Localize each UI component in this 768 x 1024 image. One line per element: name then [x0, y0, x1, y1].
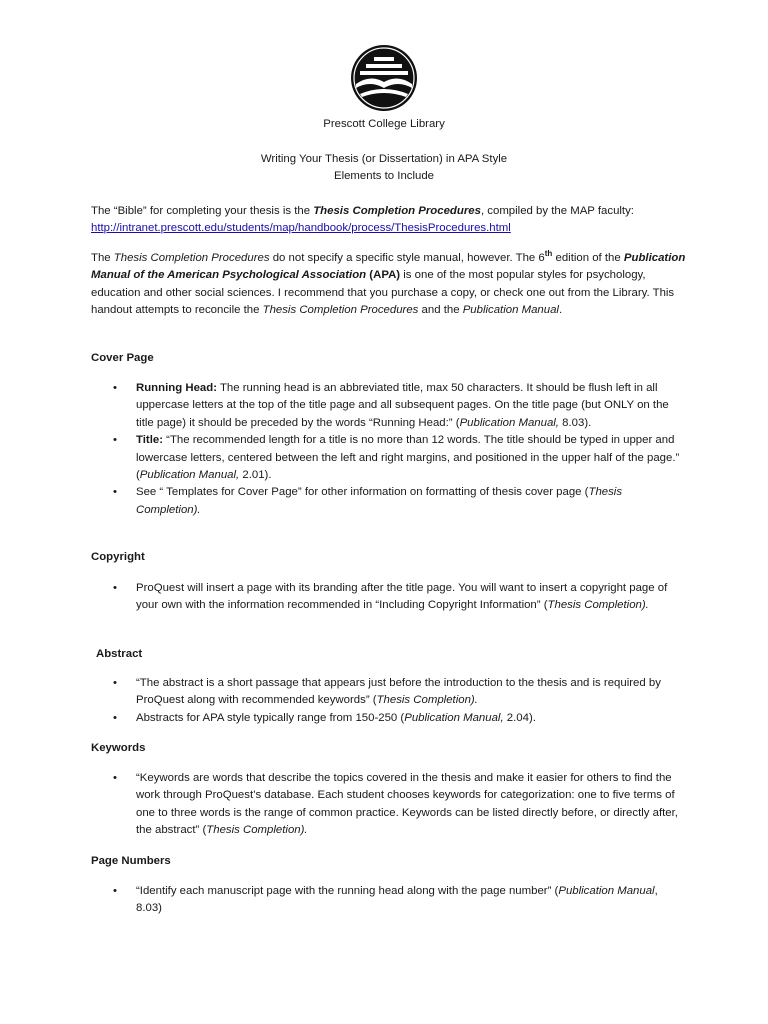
doc-subtitle: Elements to Include — [333, 170, 435, 182]
list-item — [91, 770, 681, 840]
item-end: 2.01). — [239, 469, 272, 482]
bullet: • — [113, 434, 117, 447]
item-text: “Identify each manuscript page with the running head along with the page number” ( — [136, 885, 559, 897]
intro-paragraph-2 — [91, 250, 691, 320]
list-item — [91, 883, 681, 918]
item-text: See “ Templates for Cover Page” for other information on formatting of thesis cover page ( — [136, 486, 589, 499]
library-name: Prescott College Library — [323, 118, 445, 130]
item-lead: Title: — [136, 434, 164, 447]
item-cite: Thesis Completion). — [547, 599, 649, 612]
intro1-emph: Thesis Completion Procedures — [313, 205, 481, 217]
prescott-college-logo — [350, 44, 418, 112]
list-item — [91, 580, 681, 615]
item-lead: Running Head: — [136, 382, 217, 394]
item-text: “Keywords are words that describe the topics covered in the thesis and make it easier for others to find the work through ProQuest’s database. Each student chooses keywords for categorization: one to five terms of one to three words is the range of common practice. Keywords can be listed directly before, or directly after, the abstract” ( — [136, 772, 678, 837]
intro-paragraph-1 — [91, 203, 691, 238]
section-heading-page-numbers: Page Numbers — [91, 855, 171, 867]
intro1-text2: , compiled by the MAP faculty: — [480, 205, 634, 217]
item-cite: Publication Manual, — [404, 711, 504, 724]
list-item — [91, 380, 681, 432]
item-cite: Thesis Completion). — [206, 824, 308, 837]
intro2-emph2: Thesis Completion Procedures — [262, 304, 419, 317]
bullet: • — [113, 885, 117, 897]
item-text: Abstracts for APA style typically range from 150-250 ( — [136, 711, 405, 724]
item-text: The running head is an abbreviated title, max 50 characters. It should be flush left in all uppercase letters at the top of the title page and all subsequent pages. On the title page (but ONLY on the title page) it should be preceded by the words “Running Head:” ( — [136, 382, 669, 429]
thesis-procedures-link[interactable]: http://intranet.prescott.edu/students/map/handbook/process/ThesisProcedures.html — [91, 222, 511, 235]
intro2-text: The — [91, 252, 114, 264]
item-end: 2.04). — [503, 711, 536, 724]
item-cite: Publication Manual, — [459, 416, 559, 429]
bullet: • — [113, 582, 117, 594]
apa-manual-title: Publication Manual of the American Psychological Association — [91, 252, 686, 282]
edition-sup: th — [544, 249, 553, 259]
item-cite: Thesis Completion). — [376, 694, 478, 707]
abstract-list — [91, 675, 681, 727]
item-text: “The recommended length for a title is no more than 12 words. The title should be typed in upper and lowercase letters, centered between the left and right margins, and positioned in the upper half of the page.” ( — [136, 434, 680, 482]
bullet: • — [113, 677, 117, 689]
intro2-text4: is one of the most popular styles for psychology, education and other social sciences. I recommend that you purchase a copy, or check one out from the Library. This handout attempts to reconcile the — [91, 269, 675, 317]
section-heading-abstract: Abstract — [96, 648, 143, 660]
item-cite: Thesis Completion). — [136, 486, 623, 516]
intro2-emph3: Publication Manual — [462, 304, 559, 317]
list-item — [91, 432, 681, 484]
item-cite: Publication Manual, — [139, 469, 240, 482]
intro2-text3: edition of the — [552, 252, 624, 264]
bullet: • — [113, 486, 117, 499]
intro2-text2: do not specify a specific style manual, however. The 6 — [269, 252, 545, 264]
section-heading-keywords: Keywords — [91, 742, 146, 754]
intro2-emph: Thesis Completion Procedures — [113, 252, 270, 264]
intro2-text6: . — [558, 304, 563, 317]
item-end: , 8.03) — [136, 885, 658, 915]
list-item — [91, 484, 681, 519]
intro1-text: The “Bible” for completing your thesis is the — [91, 205, 314, 217]
item-cite: Publication Manual — [558, 885, 655, 897]
keywords-list — [91, 770, 681, 840]
apa-abbrev: (APA) — [366, 269, 401, 282]
intro2-text5: and the — [418, 304, 463, 317]
list-item — [91, 710, 681, 727]
doc-title: Writing Your Thesis (or Dissertation) in APA Style — [260, 153, 508, 165]
bullet: • — [113, 382, 117, 394]
item-text: “The abstract is a short passage that appears just before the introduction to the thesis and is required by ProQuest along with recommended keywords” ( — [136, 677, 661, 707]
list-item — [91, 675, 681, 710]
item-text: ProQuest will insert a page with its branding after the title page. You will want to insert a copyright page of your own with the information recommended in “Including Copyright Information” ( — [136, 582, 668, 612]
page-numbers-list — [91, 883, 681, 918]
bullet: • — [113, 711, 117, 724]
bullet: • — [113, 772, 117, 784]
section-heading-copyright: Copyright — [91, 551, 145, 563]
item-end: 8.03). — [558, 416, 592, 429]
cover-page-list — [91, 380, 681, 519]
section-heading-cover-page: Cover Page — [91, 352, 154, 364]
copyright-list — [91, 580, 681, 615]
